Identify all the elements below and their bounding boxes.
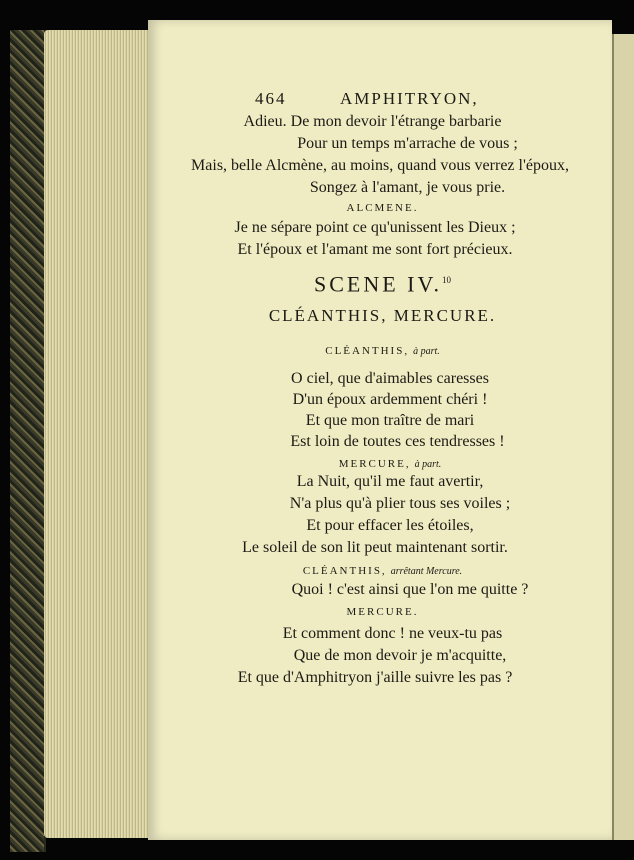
verse-line: Est loin de toutes ces tendresses !	[290, 433, 505, 450]
verse-line: D'un époux ardemment chéri !	[292, 391, 488, 408]
verse-line: Je ne sépare point ce qu'unissent les Dieux ;	[234, 219, 516, 236]
running-title: AMPHITRYON,	[340, 89, 479, 108]
verse-line: Et que mon traître de mari	[305, 412, 475, 429]
scene-note: 10	[442, 275, 452, 285]
verse-line: Et que d'Amphitryon j'aille suivre les pas ?	[237, 669, 513, 686]
verse-line: N'a plus qu'à plier tous ses voiles ;	[289, 495, 511, 512]
verse-line: Adieu. De mon devoir l'étrange barbarie	[243, 113, 502, 130]
scene-characters: CLÉANTHIS, MERCURE.	[268, 306, 497, 325]
speaker-name: MERCURE.	[346, 606, 419, 618]
verse-line: Le soleil de son lit peut maintenant sortir.	[242, 539, 508, 556]
verse-line: O ciel, que d'aimables caresses	[291, 370, 489, 387]
scene-heading	[145, 270, 620, 297]
book-spine	[10, 30, 46, 852]
speaker-heading	[145, 560, 620, 582]
speaker-name: CLÉANTHIS,	[302, 565, 387, 577]
stage-direction: arrêtant Mercure.	[390, 566, 463, 577]
page-number: 464	[255, 89, 287, 108]
page-edges	[44, 30, 148, 838]
stage-direction: à part.	[413, 346, 440, 357]
verse-line: Mais, belle Alcmène, au moins, quand vous verrez l'époux,	[191, 157, 569, 174]
speaker-name: CLÉANTHIS,	[325, 345, 410, 357]
speaker-name: MERCURE,	[338, 458, 411, 470]
verse-line: Quoi ! c'est ainsi que l'on me quitte ?	[291, 581, 529, 598]
verse-line: Et l'époux et l'amant me sont fort précieux.	[237, 241, 513, 258]
verse-line: Pour un temps m'arrache de vous ;	[297, 135, 518, 152]
speaker-heading	[145, 340, 620, 362]
verse-line: Que de mon devoir je m'acquitte,	[293, 647, 507, 664]
verse-line: La Nuit, qu'il me faut avertir,	[296, 473, 484, 490]
scene-title: SCENE IV.	[313, 271, 443, 297]
speaker-name: ALCMENE.	[346, 202, 419, 214]
stage-direction: à part.	[414, 459, 442, 470]
verse-line: Et comment donc ! ne veux-tu pas	[282, 625, 503, 642]
verse-line: Et pour effacer les étoiles,	[306, 517, 474, 534]
verse-line: Songez à l'amant, je vous prie.	[309, 179, 506, 196]
